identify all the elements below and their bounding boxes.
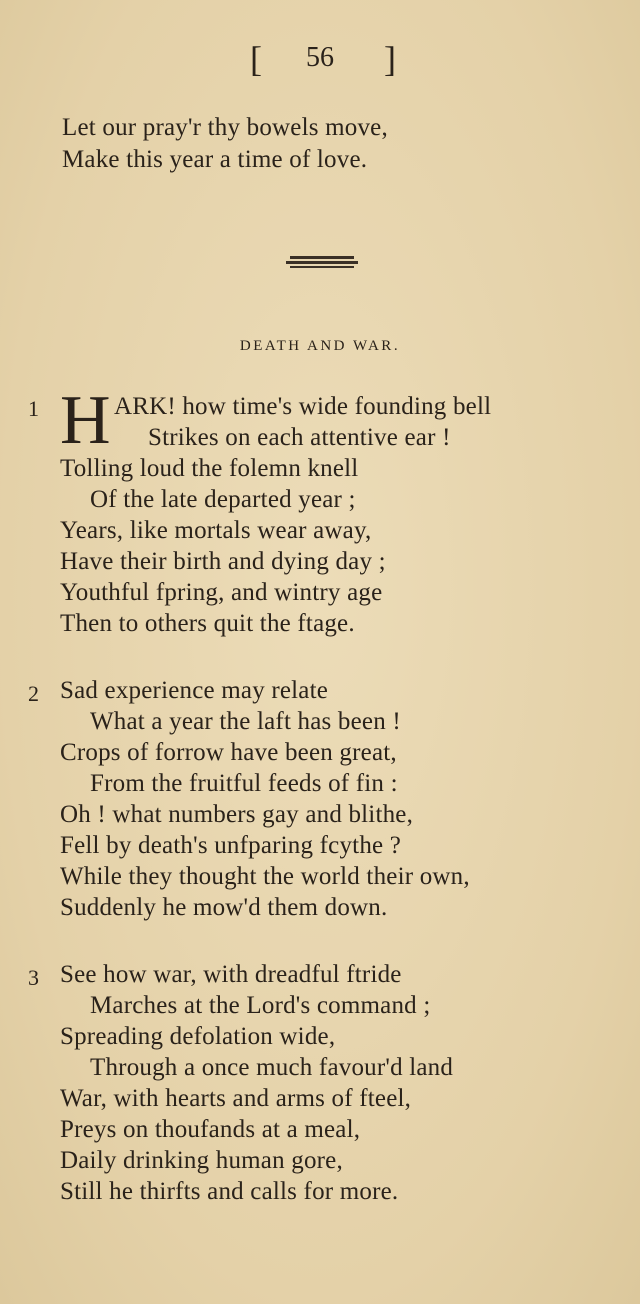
verse-number: 2 bbox=[28, 681, 39, 706]
verse-line: Years, like mortals wear away, bbox=[60, 517, 372, 544]
verse-line: Youthful fpring, and wintry age bbox=[60, 579, 383, 606]
verse-line: Sad experience may relate bbox=[60, 677, 329, 704]
verse-line: Still he thirfts and calls for more. bbox=[60, 1178, 399, 1205]
verse-line: Fell by death's unfparing fcythe ? bbox=[60, 832, 402, 859]
drop-cap: H bbox=[60, 382, 111, 459]
verse-line: Suddenly he mow'd them down. bbox=[60, 894, 388, 921]
verse-number: 1 bbox=[28, 396, 39, 421]
verse-line: Crops of forrow have been great, bbox=[60, 739, 397, 766]
verse-line: Through a once much favour'd land bbox=[90, 1054, 454, 1081]
verse-line: Oh ! what numbers gay and blithe, bbox=[60, 801, 414, 828]
verse-line: Strikes on each attentive ear ! bbox=[148, 424, 451, 451]
page-header bbox=[0, 38, 640, 82]
verse-line: What a year the laft has been ! bbox=[90, 708, 401, 735]
verse-line: War, with hearts and arms of fteel, bbox=[60, 1085, 412, 1112]
verse-line: Daily drinking human gore, bbox=[60, 1147, 343, 1174]
intro-line: Make this year a time of love. bbox=[62, 146, 368, 173]
verse-line: Preys on thoufands at a meal, bbox=[60, 1116, 361, 1143]
verse-line: Have their birth and dying day ; bbox=[60, 548, 386, 575]
verse-line: ARK! how time's wide founding bell bbox=[114, 393, 492, 420]
page-number: 56 bbox=[306, 42, 334, 73]
intro-line: Let our pray'r thy bowels move, bbox=[62, 114, 388, 141]
verse-line: Marches at the Lord's command ; bbox=[90, 992, 431, 1019]
right-bracket: ] bbox=[384, 39, 396, 79]
verse-line: While they thought the world their own, bbox=[60, 863, 470, 890]
verse-number: 3 bbox=[28, 965, 39, 990]
verse-line: Of the late departed year ; bbox=[90, 486, 356, 513]
verse-line: See how war, with dreadful ftride bbox=[60, 961, 402, 988]
verse-line: Tolling loud the folemn knell bbox=[60, 455, 359, 482]
verse-line: Spreading defolation wide, bbox=[60, 1023, 336, 1050]
left-bracket: [ bbox=[250, 39, 262, 79]
hymn-title: DEATH AND WAR. bbox=[239, 338, 401, 354]
section-divider-ornament bbox=[286, 256, 358, 268]
verse-line: From the fruitful feeds of fin : bbox=[90, 770, 398, 797]
verse-line: Then to others quit the ftage. bbox=[60, 610, 355, 637]
